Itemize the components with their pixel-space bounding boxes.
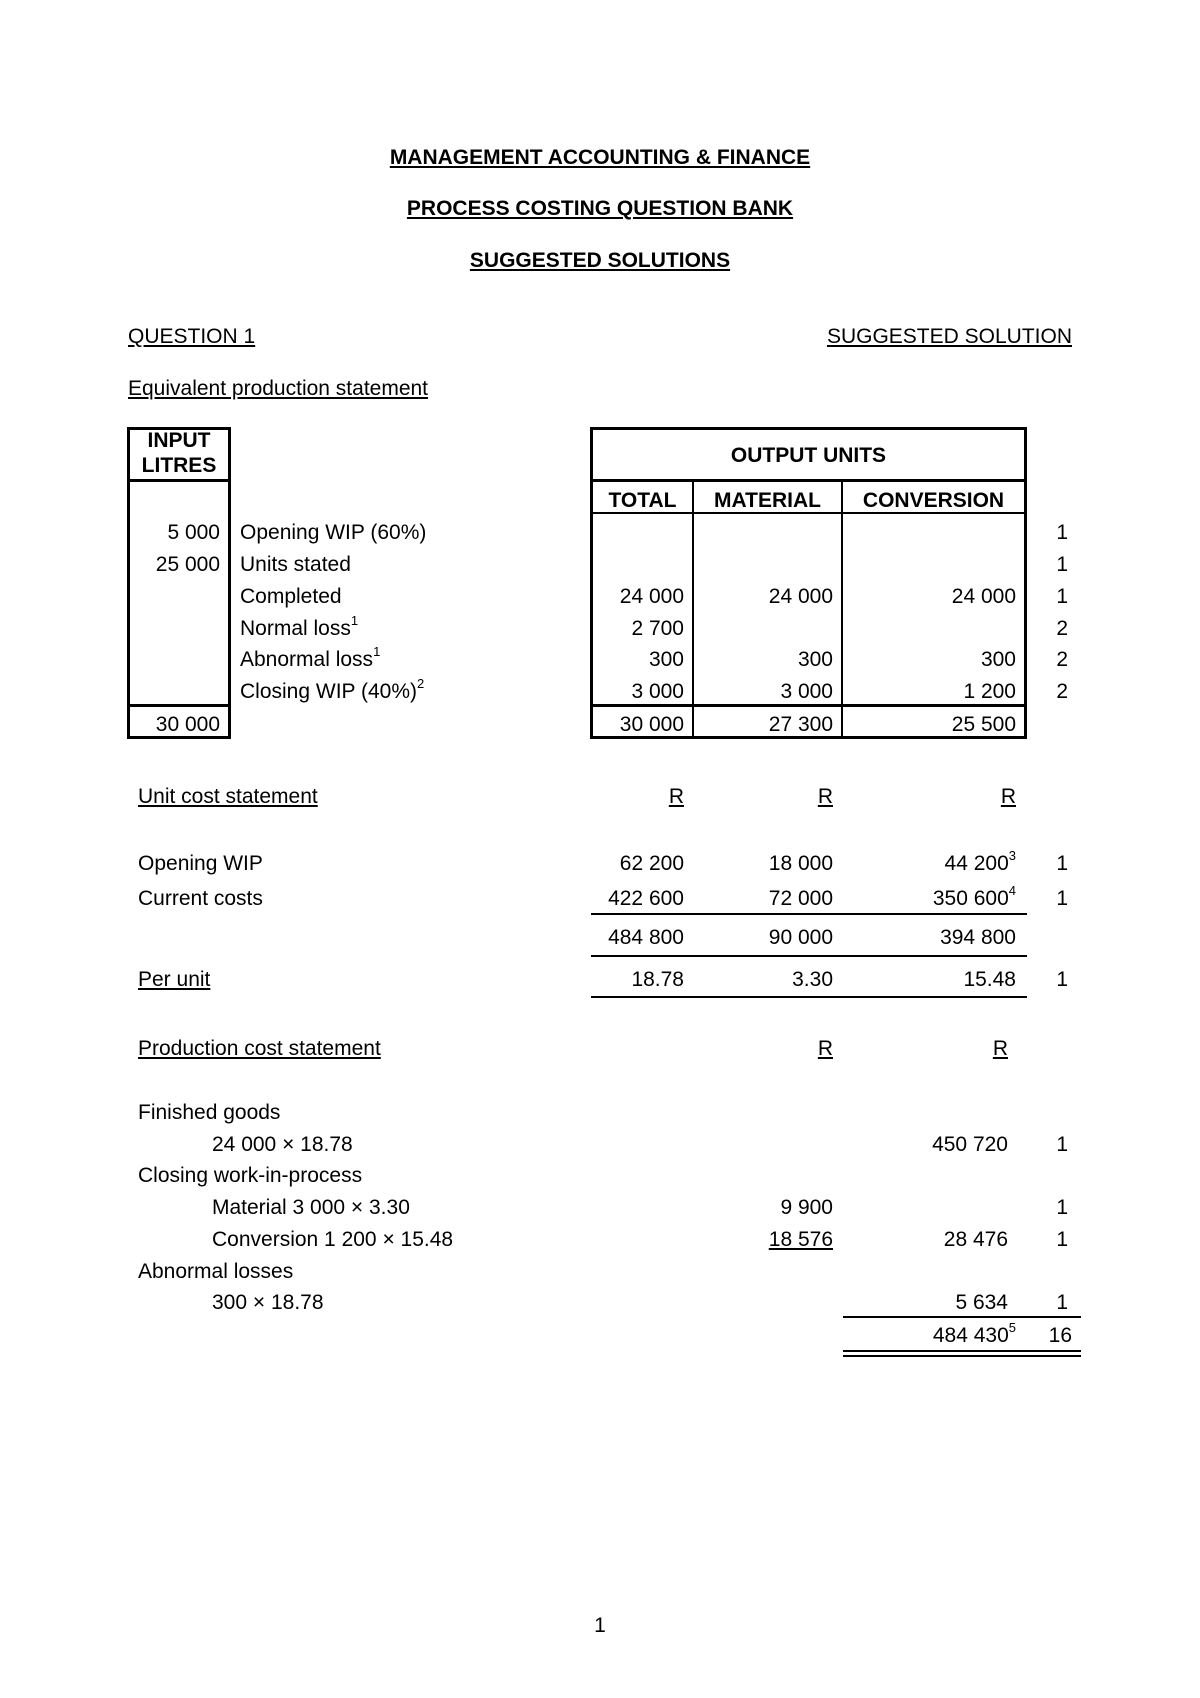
ucs-total: 484 800 [608,926,684,949]
pcs-grand-total: 484 430 [932,1324,1009,1347]
ucs-label: Opening WIP [138,852,263,875]
ucs-conversion: 394 800 [940,926,1016,949]
ucs-total: 62 200 [619,852,684,875]
ucs-subtotal-line [591,913,1027,915]
row-conversion: 300 [980,648,1016,671]
pcs-title: Production cost statement [138,1037,381,1060]
output-units-header: OUTPUT UNITS [730,444,887,467]
pcs-closing-label: Closing work-in-process [138,1164,363,1187]
pcs-material-value: 9 900 [780,1196,833,1219]
ucs-sum-line [591,955,1027,957]
pcs-abnormal-label: Abnormal losses [138,1260,294,1283]
ucs-per-unit-line [591,996,1027,998]
doc-subtitle: PROCESS COSTING QUESTION BANK [406,197,794,220]
row-conversion: 1 200 [963,680,1016,703]
pcs-currency-left: R [817,1037,833,1060]
ucs-material: 72 000 [768,887,833,910]
input-header-line1: INPUT [147,429,211,452]
pcs-currency-right: R [992,1037,1008,1060]
pcs-finished-calc: 24 000 × 18.78 [212,1133,353,1156]
row-desc: Opening WIP (60%) [240,521,427,544]
row-desc: Completed [240,585,342,608]
row-desc: Normal loss [240,617,351,640]
col-header-total: TOTAL [608,489,677,512]
row-total: 2 700 [631,617,684,640]
col-header-material: MATERIAL [714,489,821,512]
ucs-conversion: 350 600 [932,887,1009,910]
row-material: 3 000 [780,680,833,703]
row-footnote: 1 [373,644,381,659]
col-header-conversion: CONVERSION [862,489,1005,512]
ucs-label: Current costs [138,887,263,910]
row-total: 300 [648,648,684,671]
pcs-total-marks: 16 [1048,1324,1072,1347]
pcs-grand-footnote: 5 [1008,1320,1016,1335]
input-header-line2: LITRES [141,454,217,477]
ucs-title: Unit cost statement [138,785,318,808]
page-number: 1 [594,1614,606,1637]
ucs-footnote: 3 [1008,848,1016,863]
pcs-finished-value: 450 720 [932,1133,1008,1156]
ucs-currency-conversion: R [1000,785,1016,808]
ucs-material: 18 000 [768,852,833,875]
ucs-footnote: 4 [1008,883,1016,898]
pcs-abnormal-calc: 300 × 18.78 [212,1291,324,1314]
pcs-finished-mark: 1 [1056,1133,1068,1156]
row-mark: 1 [1056,585,1068,608]
ucs-material: 3.30 [792,968,833,991]
output-total-divider [590,704,1027,707]
row-mark: 2 [1056,617,1068,640]
total-total: 30 000 [619,713,684,736]
ucs-total: 18.78 [631,968,684,991]
pcs-abnormal-value: 5 634 [955,1291,1008,1314]
ucs-label: Per unit [138,968,211,991]
row-mark: 2 [1056,680,1068,703]
pcs-finished-label: Finished goods [138,1101,281,1124]
ucs-mark: 1 [1056,852,1068,875]
ucs-total: 422 600 [608,887,684,910]
pcs-abnormal-mark: 1 [1056,1291,1068,1314]
row-conversion: 24 000 [951,585,1016,608]
row-desc: Closing WIP (40%) [240,680,418,703]
row-desc: Abnormal loss [240,648,374,671]
ucs-currency-total: R [668,785,684,808]
pcs-conversion-value: 18 576 [768,1228,833,1251]
row-footnote: 1 [350,613,359,628]
ucs-conversion: 44 200 [944,852,1009,875]
row-mark: 1 [1056,553,1068,576]
row-desc: Units stated [240,553,351,576]
row-material: 300 [797,648,833,671]
ucs-conversion: 15.48 [963,968,1016,991]
ucs-mark: 1 [1056,968,1068,991]
row-mark: 2 [1056,648,1068,671]
ucs-material: 90 000 [768,926,833,949]
ucs-currency-material: R [817,785,833,808]
input-header-divider [127,479,231,482]
eps-title: Equivalent production statement [128,377,429,400]
row-mark: 1 [1056,521,1068,544]
total-material: 27 300 [768,713,833,736]
row-input: 25 000 [155,553,220,576]
solution-label: SUGGESTED SOLUTION [826,325,1072,348]
input-header [127,428,231,478]
row-input: 5 000 [167,521,220,544]
row-footnote: 2 [417,676,425,691]
doc-section-title: SUGGESTED SOLUTIONS [469,249,731,272]
doc-title: MANAGEMENT ACCOUNTING & FINANCE [389,146,811,169]
input-total-divider [127,704,231,707]
pcs-material-calc: Material 3 000 × 3.30 [212,1196,410,1219]
pcs-subtotal-line [843,1316,1081,1318]
output-header-divider [590,479,1027,482]
pcs-double-line-bottom [843,1355,1081,1357]
total-conversion: 25 500 [951,713,1016,736]
pcs-conversion-calc: Conversion 1 200 × 15.48 [212,1228,454,1251]
pcs-material-mark: 1 [1056,1196,1068,1219]
row-material: 24 000 [768,585,833,608]
total-input: 30 000 [155,713,220,736]
row-total: 3 000 [631,680,684,703]
pcs-double-line-top [843,1350,1081,1352]
pcs-closing-total: 28 476 [943,1228,1008,1251]
ucs-mark: 1 [1056,887,1068,910]
pcs-conversion-mark: 1 [1056,1228,1068,1251]
row-total: 24 000 [619,585,684,608]
question-label: QUESTION 1 [128,325,256,348]
